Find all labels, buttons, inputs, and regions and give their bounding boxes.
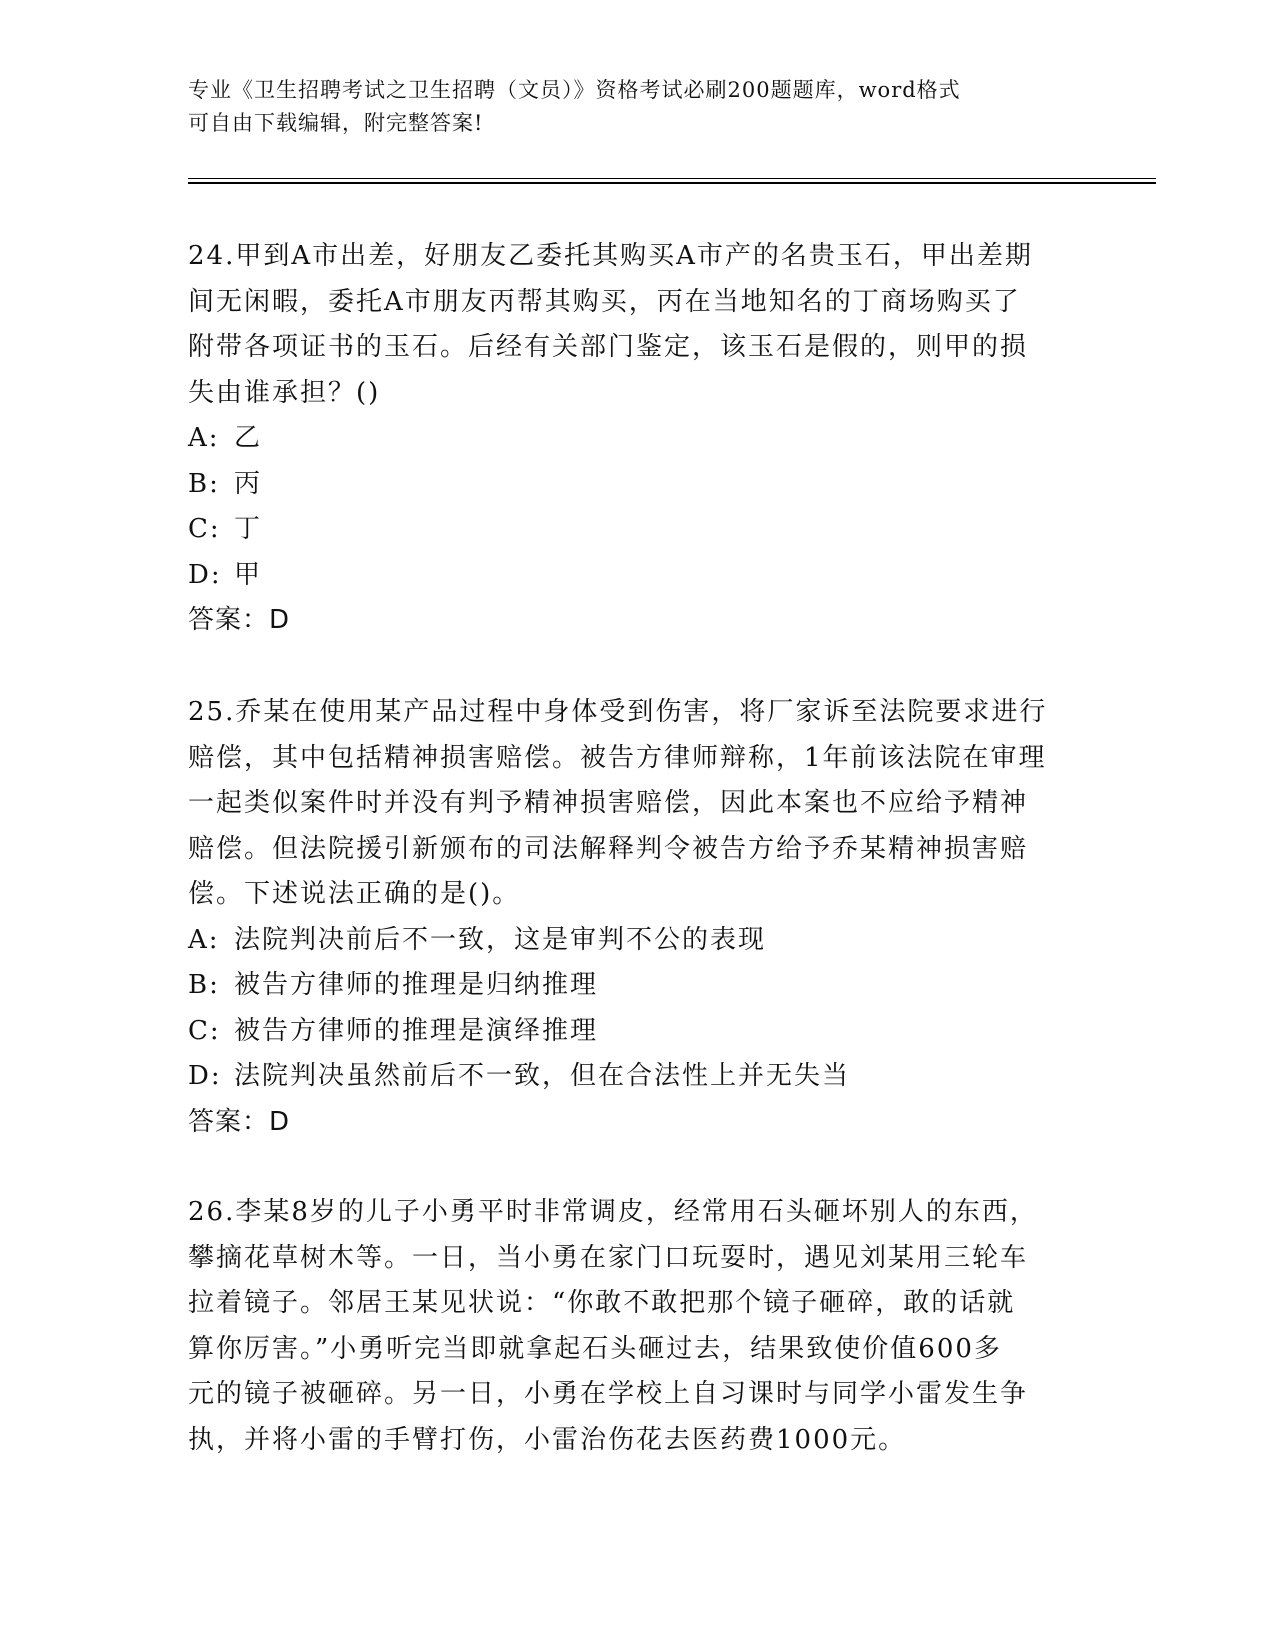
option-text: 法院判决前后不一致，这是审判不公的表现 (234, 924, 767, 955)
option-key: A: (188, 423, 220, 453)
header-divider-thin (188, 178, 1156, 179)
stem-line: 失由谁承担？() (188, 377, 381, 408)
option-key: C: (188, 1015, 221, 1046)
question-stem (188, 690, 1088, 918)
stem-line: 一起类似案件时并没有判予精神损害赔偿，因此本案也不应给予精神 (188, 788, 1029, 818)
stem-line: 算你厉害。”小勇听完当即就拿起石头砸过去，结果致使价值600多 (188, 1333, 1002, 1364)
option-text: 法院判决虽然前后不一致，但在合法性上并无失当 (234, 1061, 851, 1091)
option-d (188, 1054, 1088, 1100)
stem-line: 24.甲到A市出差，好朋友乙委托其购买A市产的名贵玉石，甲出差期 (188, 241, 1033, 271)
question-25 (188, 690, 1088, 1145)
option-text: 被告方律师的推理是归纳推理 (234, 970, 599, 1000)
option-key: B: (188, 970, 220, 1000)
option-key: D: (188, 1061, 222, 1091)
stem-line: 25.乔某在使用某产品过程中身体受到伤害，将厂家诉至法院要求进行 (188, 697, 1048, 727)
option-key: B: (188, 468, 220, 499)
stem-line: 攀摘花草树木等。一日，当小勇在家门口玩耍时，遇见刘某用三轮车 (188, 1242, 1029, 1273)
option-c (188, 507, 1088, 553)
document-header (188, 74, 1068, 140)
stem-line: 间无闲暇，委托A市朋友丙帮其购买，丙在当地知名的丁商场购买了 (188, 286, 1021, 317)
option-a (188, 918, 1088, 964)
option-b (188, 963, 1088, 1009)
stem-line: 附带各项证书的玉石。后经有关部门鉴定，该玉石是假的，则甲的损 (188, 332, 1029, 362)
option-text: 被告方律师的推理是演绎推理 (234, 1015, 599, 1046)
stem-line: 执，并将小雷的手臂打伤，小雷治伤花去医药费1000元。 (188, 1424, 907, 1455)
question-26 (188, 1190, 1088, 1463)
option-text: 丁 (234, 514, 263, 544)
answer-line: 答案：D (188, 1106, 291, 1137)
answer-line: 答案：D (188, 605, 291, 635)
stem-line: 赔偿，其中包括精神损害赔偿。被告方律师辩称，1年前该法院在审理 (188, 742, 1047, 773)
option-key: A: (188, 924, 220, 955)
option-key: C: (188, 514, 221, 544)
option-d (188, 553, 1088, 599)
option-text: 乙 (234, 423, 263, 453)
stem-line: 26.李某8岁的儿子小勇平时非常调皮，经常用石头砸坏别人的东西， (188, 1197, 1038, 1227)
option-c (188, 1009, 1088, 1055)
option-text: 丙 (234, 468, 263, 499)
question-24 (188, 234, 1088, 644)
option-text: 甲 (234, 559, 263, 590)
header-divider-thick (188, 182, 1156, 184)
stem-line: 偿。下述说法正确的是()。 (188, 879, 521, 909)
option-key: D: (188, 559, 222, 590)
question-stem (188, 234, 1088, 416)
option-b (188, 462, 1088, 508)
option-a (188, 416, 1088, 462)
stem-line: 赔偿。但法院援引新颁布的司法解释判令被告方给予乔某精神损害赔 (188, 833, 1029, 864)
question-stem (188, 1190, 1088, 1463)
stem-line: 元的镜子被砸碎。另一日，小勇在学校上自习课时与同学小雷发生争 (188, 1379, 1029, 1409)
header-line-1: 专业《卫生招聘考试之卫生招聘（文员）》资格考试必刷200题题库，word格式 (188, 78, 961, 102)
header-line-2: 可自由下载编辑，附完整答案! (188, 111, 484, 135)
stem-line: 拉着镜子。邻居王某见状说：“你敢不敢把那个镜子砸碎，敢的话就 (188, 1288, 1016, 1318)
